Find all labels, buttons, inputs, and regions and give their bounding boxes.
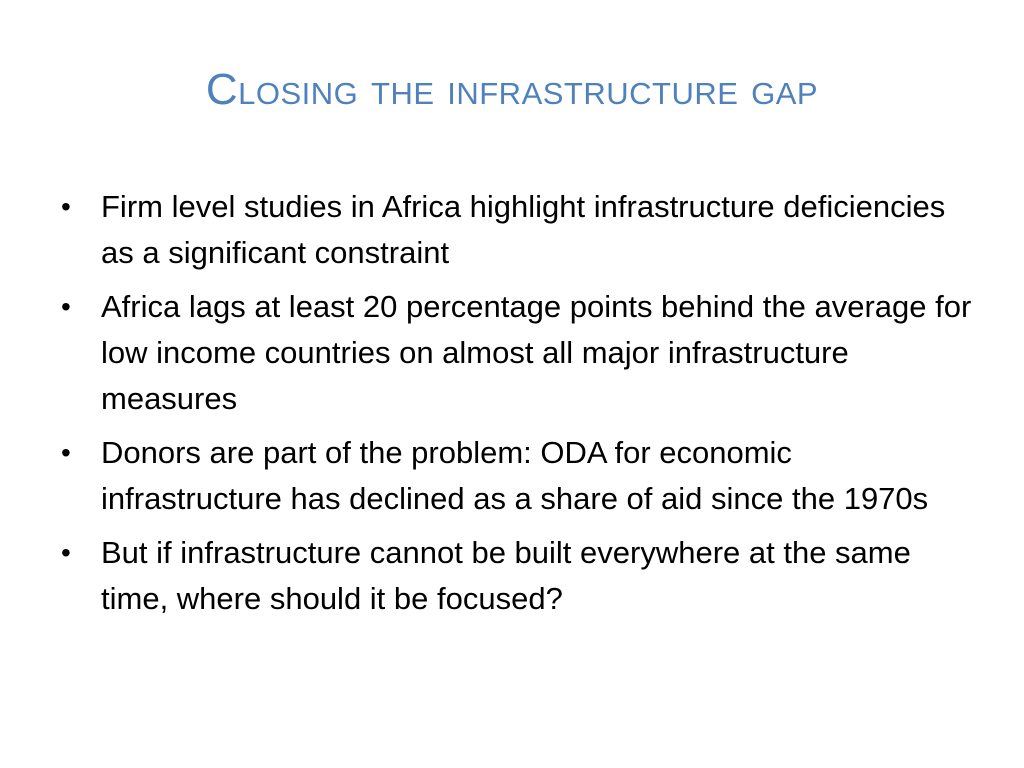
bullet-point-icon: • [61, 191, 71, 222]
bullet-item [58, 284, 978, 422]
bullet-text: Donors are part of the problem: ODA for economic infrastructure has declined as a share of aid since the 1970s [101, 435, 929, 516]
bullet-point-icon: • [61, 437, 71, 468]
bullet-item [58, 530, 978, 622]
bullet-item [58, 430, 978, 522]
bullet-list [58, 184, 978, 630]
bullet-point-icon: • [61, 291, 71, 322]
bullet-text: But if infrastructure cannot be built everywhere at the same time, where should it be focused? [101, 535, 911, 616]
bullet-text: Firm level studies in Africa highlight infrastructure deficiencies as a significant constraint [101, 189, 946, 270]
bullet-item [58, 184, 978, 276]
bullet-text: Africa lags at least 20 percentage points behind the average for low income countries on almost all major infrastructure measures [101, 289, 972, 416]
bullet-point-icon: • [61, 537, 71, 568]
slide-title: Closing the infrastructure gap [205, 65, 819, 114]
